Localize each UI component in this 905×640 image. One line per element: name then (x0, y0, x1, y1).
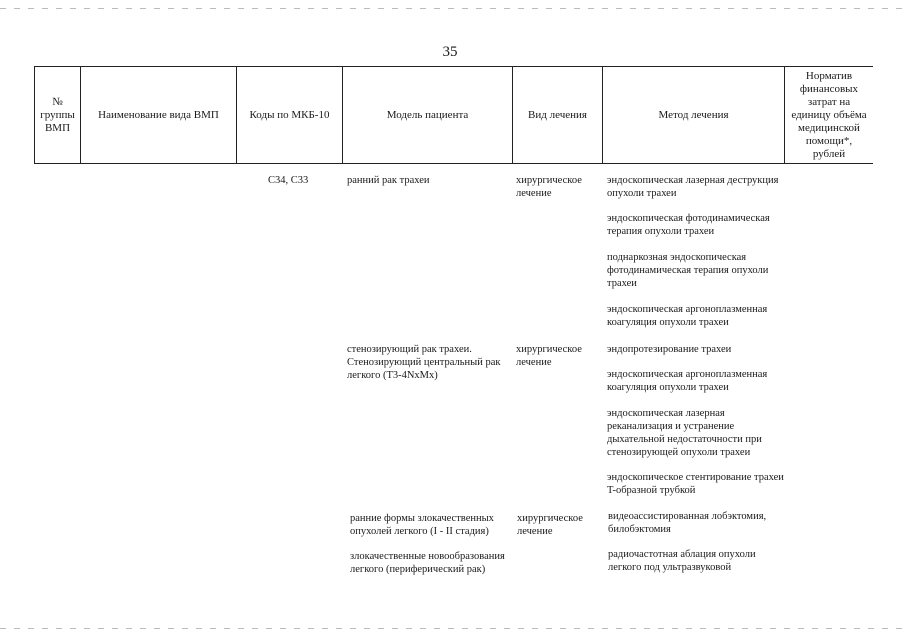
header-treatment-method: Метод лечения (603, 67, 785, 163)
treatment-type: хирургическое лечение (517, 513, 583, 537)
patient-model: злокачественные новообразования легкого (периферический рак) (350, 551, 505, 575)
header-vmp-name: Наименование вида ВМП (81, 67, 237, 163)
icd-codes: C34, C33 (268, 175, 309, 186)
header-treatment-type: Вид лечения (513, 67, 603, 163)
scan-edge-top (0, 8, 905, 9)
treatment-method: эндоскопическая лазерная реканализация и устранение дыхательной недостаточности при стенозирующей опухоли трахеи (607, 408, 762, 458)
treatment-method: эндоскопическая лазерная деструкция опухоли трахеи (607, 175, 779, 199)
treatment-method: эндоскопическая аргоноплазменная коагуляция опухоли трахеи (607, 369, 768, 393)
patient-model: ранние формы злокачественных опухолей легкого (I - II стадия) (350, 513, 494, 537)
treatment-method: эндоскопическая аргоноплазменная коагуляция опухоли трахеи (607, 304, 768, 328)
treatment-type: хирургическое лечение (516, 175, 582, 199)
treatment-type: хирургическое лечение (516, 344, 582, 368)
treatment-method: видеоассистированная лобэктомия, билобэктомия (608, 511, 767, 535)
treatment-method: эндоскопическое стентирование трахеи T-образной трубкой (607, 472, 784, 496)
page-number: 35 (442, 44, 458, 60)
header-cost-standard: Норматив финансовых затрат на единицу объёма медицинской помощи*, рублей (791, 69, 867, 160)
header-patient-model: Модель пациента (343, 67, 513, 163)
patient-model: стенозирующий рак трахеи. Стенозирующий центральный рак легкого (T3-4NxMx) (347, 344, 501, 381)
patient-model: ранний рак трахеи (347, 175, 430, 186)
header-group-number: № группы ВМП (35, 67, 81, 163)
treatment-method: радиочастотная аблация опухоли легкого под ультразвуковой (608, 549, 756, 573)
header-icd-codes: Коды по МКБ-10 (237, 67, 343, 163)
treatment-method: поднаркозная эндоскопическая фотодинамическая терапия опухоли трахеи (607, 252, 769, 289)
treatment-method: эндоскопическая фотодинамическая терапия опухоли трахеи (607, 213, 770, 237)
table-header (34, 66, 873, 164)
treatment-method: эндопротезирование трахеи (607, 344, 732, 355)
scan-edge-bottom (0, 628, 905, 629)
